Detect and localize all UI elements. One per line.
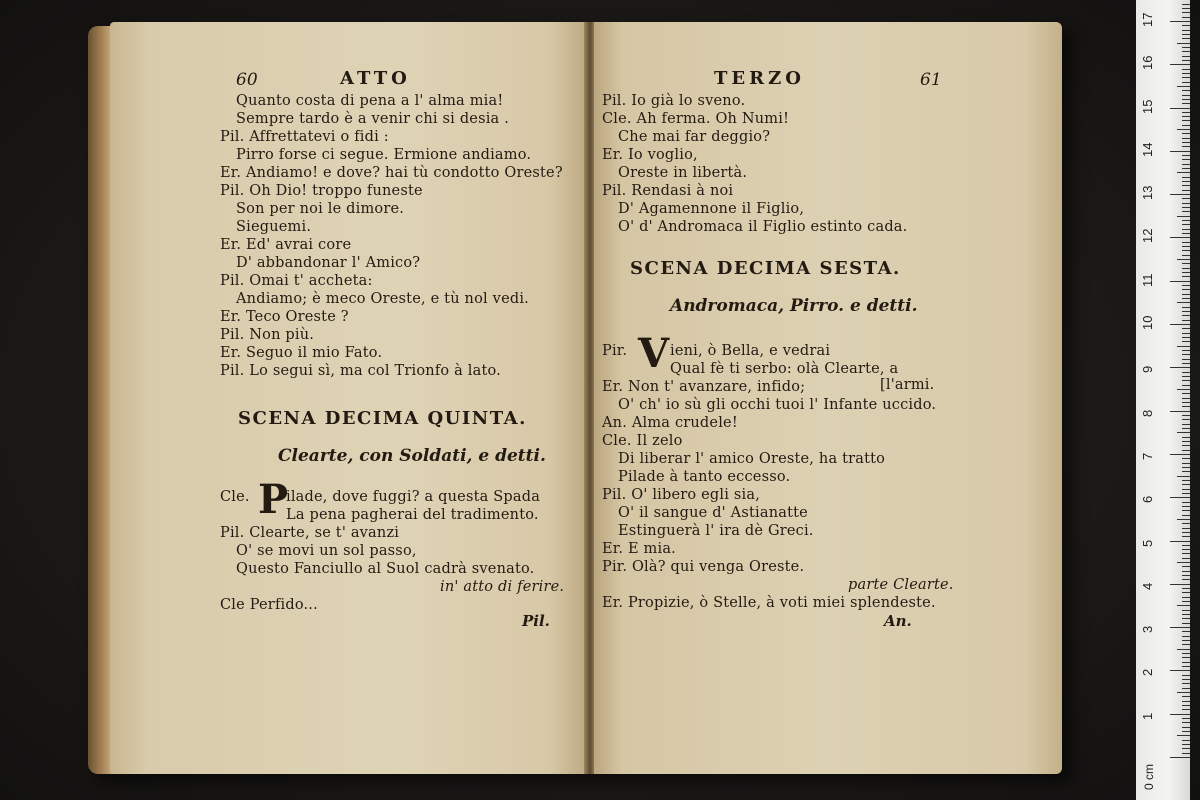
ruler-tick — [1182, 727, 1190, 728]
ruler-tick — [1182, 112, 1190, 113]
ruler-tick — [1182, 56, 1190, 57]
drop-cap: V — [638, 330, 670, 377]
ruler-tick — [1182, 60, 1190, 61]
ruler-tick — [1182, 683, 1190, 684]
ruler-tick — [1182, 272, 1190, 273]
speaker-label: Pir. — [602, 343, 628, 359]
ruler-number: 13 — [1140, 185, 1155, 201]
ruler-tick — [1182, 363, 1190, 364]
ruler-tick — [1182, 493, 1190, 494]
ruler-tick — [1182, 506, 1190, 507]
ruler-tick — [1182, 12, 1190, 13]
ruler-tick — [1182, 337, 1190, 338]
ruler-tick — [1177, 432, 1190, 433]
text-line: Pil. Omai t' accheta: — [220, 273, 373, 289]
ruler-number: 11 — [1140, 273, 1155, 287]
ruler-tick — [1182, 419, 1190, 420]
ruler-tick — [1182, 30, 1190, 31]
ruler-tick — [1182, 450, 1190, 451]
ruler-tick — [1177, 649, 1190, 650]
ruler-number: 9 — [1140, 366, 1155, 374]
ruler-number: 5 — [1140, 539, 1155, 547]
ruler-tick — [1182, 233, 1190, 234]
ruler-tick — [1182, 307, 1190, 308]
ruler-tick — [1182, 688, 1190, 689]
ruler-tick — [1182, 133, 1190, 134]
ruler-tick — [1182, 142, 1190, 143]
ruler-tick — [1170, 281, 1190, 282]
ruler-number: 10 — [1140, 315, 1155, 330]
ruler-tick — [1182, 458, 1190, 459]
ruler-tick — [1182, 536, 1190, 537]
text-line: Er. Non t' avanzare, infido; — [602, 379, 806, 395]
text-line: Er. E mia. — [602, 541, 676, 557]
ruler-tick — [1170, 324, 1190, 325]
ruler-tick — [1182, 718, 1190, 719]
text-line: Pil. Lo segui sì, ma col Trionfo à lato. — [220, 363, 501, 379]
ruler-tick — [1170, 21, 1190, 22]
text-line: Er. Propizie, ò Stelle, à voti miei splendeste. — [602, 595, 936, 611]
measuring-ruler — [1136, 0, 1190, 800]
ruler-number: 4 — [1140, 582, 1155, 590]
ruler-tick — [1182, 597, 1190, 598]
text-line: An. Alma crudele! — [602, 415, 738, 431]
text-line: Cle Perfido... — [220, 597, 318, 613]
ruler-tick — [1182, 614, 1190, 615]
ruler-tick — [1182, 618, 1190, 619]
ruler-tick — [1182, 38, 1190, 39]
ruler-tick — [1170, 757, 1190, 758]
text-line: Quanto costa di pena a l' alma mia! — [236, 93, 504, 109]
catchword: An. — [884, 612, 912, 630]
ruler-tick — [1182, 203, 1190, 204]
ruler-number: 3 — [1140, 625, 1155, 634]
ruler-tick — [1182, 211, 1190, 212]
ruler-tick — [1170, 194, 1190, 195]
ruler-tick — [1170, 670, 1190, 671]
ruler-tick — [1170, 584, 1190, 585]
ruler-tick — [1182, 623, 1190, 624]
ruler-tick — [1182, 428, 1190, 429]
ruler-tick — [1182, 601, 1190, 602]
ruler-tick — [1177, 519, 1190, 520]
text-line: Che mai far deggio? — [618, 129, 771, 145]
ruler-tick — [1170, 497, 1190, 498]
ruler-tick — [1182, 502, 1190, 503]
text-line: Er. Andiamo! e dove? hai tù condotto Oreste? — [220, 165, 563, 181]
speaker-label: Cle. — [220, 489, 250, 505]
ruler-tick — [1182, 510, 1190, 511]
ruler-tick — [1182, 69, 1190, 70]
ruler-tick — [1182, 731, 1190, 732]
ruler-tick — [1182, 116, 1190, 117]
catchword: Pil. — [522, 612, 550, 630]
ruler-tick — [1182, 406, 1190, 407]
ruler-tick — [1170, 627, 1190, 628]
text-line: D' Agamennone il Figlio, — [618, 201, 805, 217]
ruler-tick — [1182, 740, 1190, 741]
ruler-tick — [1182, 380, 1190, 381]
ruler-tick — [1182, 480, 1190, 481]
text-line: ieni, ò Bella, e vedrai — [670, 343, 831, 359]
text-line: D' abbandonar l' Amico? — [236, 255, 421, 271]
ruler-tick — [1182, 125, 1190, 126]
ruler-tick — [1182, 47, 1190, 48]
ruler-tick — [1182, 722, 1190, 723]
ruler-tick — [1182, 610, 1190, 611]
ruler-tick — [1182, 515, 1190, 516]
ruler-tick — [1182, 229, 1190, 230]
ruler-tick — [1170, 454, 1190, 455]
ruler-tick — [1182, 588, 1190, 589]
ruler-tick — [1182, 90, 1190, 91]
ruler-tick — [1177, 562, 1190, 563]
ruler-tick — [1177, 346, 1190, 347]
ruler-tick — [1177, 43, 1190, 44]
text-line: Er. Seguo il mio Fato. — [220, 345, 383, 361]
ruler-tick — [1177, 735, 1190, 736]
ruler-tick — [1182, 489, 1190, 490]
ruler-tick — [1182, 51, 1190, 52]
ruler-tick — [1182, 657, 1190, 658]
ruler-tick — [1182, 168, 1190, 169]
text-line: Pil. O' libero egli sia, — [602, 487, 761, 503]
ruler-tick — [1182, 34, 1190, 35]
ruler-tick — [1182, 341, 1190, 342]
ruler-tick — [1182, 705, 1190, 706]
ruler-tick — [1177, 129, 1190, 130]
ruler-tick — [1182, 701, 1190, 702]
text-line: Pilade à tanto eccesso. — [618, 469, 791, 485]
ruler-tick — [1182, 311, 1190, 312]
text-line: Cle. Il zelo — [602, 433, 683, 449]
ruler-tick — [1182, 753, 1190, 754]
ruler-tick — [1182, 320, 1190, 321]
scene-characters: Andromaca, Pirro. e detti. — [670, 296, 918, 316]
text-line: O' se movi un sol passo, — [236, 543, 417, 559]
text-line: O' ch' io sù gli occhi tuoi l' Infante uccido. — [618, 397, 937, 413]
ruler-number: 15 — [1140, 99, 1155, 114]
text-line: Pil. Non più. — [220, 327, 315, 343]
stage-direction: in' atto di ferire. — [440, 579, 565, 595]
ruler-tick — [1177, 302, 1190, 303]
ruler-tick — [1182, 636, 1190, 637]
ruler-tick — [1182, 190, 1190, 191]
ruler-tick — [1182, 95, 1190, 96]
ruler-tick — [1177, 216, 1190, 217]
ruler-tick — [1182, 467, 1190, 468]
ruler-tick — [1182, 328, 1190, 329]
ruler-tick — [1182, 532, 1190, 533]
ruler-tick — [1182, 276, 1190, 277]
ruler-tick — [1182, 696, 1190, 697]
ruler-tick — [1182, 315, 1190, 316]
ruler-tick — [1182, 579, 1190, 580]
ruler-number: 16 — [1140, 55, 1155, 71]
ruler-tick — [1177, 172, 1190, 173]
ruler-tick — [1182, 99, 1190, 100]
ruler-tick — [1182, 298, 1190, 299]
running-head: ATTO — [340, 68, 411, 89]
ruler-tick — [1182, 220, 1190, 221]
text-line: ilade, dove fuggi? a questa Spada — [286, 489, 541, 505]
ruler-tick — [1182, 177, 1190, 178]
ruler-tick — [1182, 644, 1190, 645]
text-line: Cle. Ah ferma. Oh Numi! — [602, 111, 790, 127]
text-line: Estinguerà l' ira dè Greci. — [618, 523, 814, 539]
ruler-number: 1 — [1140, 712, 1155, 720]
ruler-tick — [1170, 411, 1190, 412]
ruler-tick — [1182, 255, 1190, 256]
text-line: Pil. Io già lo sveno. — [602, 93, 746, 109]
ruler-tick — [1170, 151, 1190, 152]
ruler-tick — [1170, 64, 1190, 65]
ruler-number: 12 — [1140, 228, 1155, 244]
ruler-tick — [1182, 207, 1190, 208]
text-line: O' il sangue d' Astianatte — [618, 505, 808, 521]
ruler-tick — [1182, 679, 1190, 680]
ruler-tick — [1182, 571, 1190, 572]
ruler-tick — [1170, 714, 1190, 715]
ruler-tick — [1170, 367, 1190, 368]
ruler-tick — [1182, 744, 1190, 745]
text-line: Questo Fanciullo al Suol cadrà svenato. — [236, 561, 535, 577]
text-line: La pena pagherai del tradimento. — [286, 507, 539, 523]
ruler-tick — [1182, 566, 1190, 567]
text-line: Er. Io voglio, — [602, 147, 698, 163]
ruler-tick — [1182, 575, 1190, 576]
ruler-number: 7 — [1140, 452, 1155, 460]
ruler-tick — [1182, 155, 1190, 156]
scene-heading: SCENA DECIMA SESTA. — [630, 258, 901, 279]
ruler-tick — [1182, 181, 1190, 182]
ruler-tick — [1182, 4, 1190, 5]
ruler-tick — [1182, 662, 1190, 663]
text-line: Pir. Olà? qui venga Oreste. — [602, 559, 805, 575]
ruler-tick — [1182, 675, 1190, 676]
ruler-tick — [1182, 437, 1190, 438]
ruler-tick — [1170, 108, 1190, 109]
text-line: Er. Ed' avrai core — [220, 237, 352, 253]
ruler-tick — [1182, 8, 1190, 9]
ruler-tick — [1182, 25, 1190, 26]
page-number: 61 — [920, 70, 942, 90]
ruler-number: 6 — [1140, 495, 1155, 504]
ruler-tick — [1182, 120, 1190, 121]
ruler-tick — [1182, 463, 1190, 464]
right-page — [594, 22, 1062, 774]
ruler-tick — [1177, 605, 1190, 606]
ruler-number: 14 — [1140, 142, 1155, 157]
ruler-tick — [1182, 471, 1190, 472]
text-line: Pil. Clearte, se t' avanzi — [220, 525, 400, 541]
ruler-tick — [1182, 445, 1190, 446]
ruler-tick — [1182, 545, 1190, 546]
ruler-tick — [1177, 389, 1190, 390]
ruler-tick — [1182, 631, 1190, 632]
text-line: [l'armi. — [880, 377, 935, 393]
ruler-tick — [1182, 402, 1190, 403]
ruler-tick — [1182, 398, 1190, 399]
ruler-tick — [1182, 198, 1190, 199]
text-line: Di liberar l' amico Oreste, ha tratto — [618, 451, 886, 467]
ruler-number: 17 — [1140, 12, 1155, 27]
left-page — [110, 22, 588, 774]
drop-cap: P — [258, 476, 289, 523]
ruler-tick — [1177, 692, 1190, 693]
ruler-tick — [1182, 77, 1190, 78]
ruler-tick — [1182, 415, 1190, 416]
ruler-tick — [1182, 372, 1190, 373]
ruler-tick — [1182, 748, 1190, 749]
ruler-tick — [1182, 185, 1190, 186]
text-line: Son per noi le dimore. — [236, 201, 405, 217]
text-line: Sieguemi. — [236, 219, 312, 235]
ruler-tick — [1182, 653, 1190, 654]
ruler-tick — [1170, 541, 1190, 542]
ruler-tick — [1182, 385, 1190, 386]
ruler-tick — [1182, 393, 1190, 394]
text-line: Andiamo; è meco Oreste, e tù nol vedi. — [236, 291, 529, 307]
ruler-number: 8 — [1140, 409, 1155, 417]
ruler-tick — [1182, 103, 1190, 104]
ruler-tick — [1182, 250, 1190, 251]
ruler-tick — [1182, 350, 1190, 351]
ruler-tick — [1182, 354, 1190, 355]
ruler-tick — [1182, 553, 1190, 554]
ruler-tick — [1182, 484, 1190, 485]
ruler-tick — [1182, 549, 1190, 550]
ruler-tick — [1182, 376, 1190, 377]
stage-direction: parte Clearte. — [848, 577, 954, 593]
ruler-tick — [1182, 263, 1190, 264]
ruler-tick — [1182, 164, 1190, 165]
ruler-tick — [1182, 146, 1190, 147]
ruler-tick — [1182, 359, 1190, 360]
text-line: Qual fè ti serbo: olà Clearte, a — [670, 361, 899, 377]
ruler-tick — [1182, 592, 1190, 593]
ruler-tick — [1177, 86, 1190, 87]
ruler-tick — [1177, 476, 1190, 477]
ruler-tick — [1182, 640, 1190, 641]
ruler-tick — [1182, 528, 1190, 529]
ruler-tick — [1182, 224, 1190, 225]
text-line: Oreste in libertà. — [618, 165, 748, 181]
ruler-tick — [1182, 242, 1190, 243]
ruler-tick — [1182, 333, 1190, 334]
ruler-tick — [1182, 289, 1190, 290]
text-line: Sempre tardo è a venir chi si desia . — [236, 111, 510, 127]
ruler-tick — [1182, 558, 1190, 559]
ruler-tick — [1177, 259, 1190, 260]
ruler-tick — [1182, 138, 1190, 139]
running-head: TERZO — [714, 68, 805, 89]
ruler-tick — [1182, 268, 1190, 269]
ruler-tick — [1182, 73, 1190, 74]
ruler-tick — [1182, 285, 1190, 286]
ruler-tick — [1182, 82, 1190, 83]
ruler-unit-label: 0 cm — [1142, 763, 1156, 790]
text-line: O' d' Andromaca il Figlio estinto cada. — [618, 219, 908, 235]
text-line: Pirro forse ci segue. Ermione andiamo. — [236, 147, 532, 163]
ruler-tick — [1182, 294, 1190, 295]
scene-heading: SCENA DECIMA QUINTA. — [238, 408, 527, 429]
ruler-number: 2 — [1140, 669, 1155, 677]
ruler-tick — [1182, 441, 1190, 442]
ruler-tick — [1182, 246, 1190, 247]
text-line: Pil. Affrettatevi o fidi : — [220, 129, 389, 145]
ruler-tick — [1182, 523, 1190, 524]
text-line: Pil. Oh Dio! troppo funeste — [220, 183, 423, 199]
scene-characters: Clearte, con Soldati, e detti. — [278, 446, 546, 466]
ruler-tick — [1170, 237, 1190, 238]
ruler-tick — [1182, 159, 1190, 160]
ruler-tick — [1182, 709, 1190, 710]
page-number: 60 — [236, 70, 258, 90]
ruler-tick — [1182, 666, 1190, 667]
ruler-tick — [1182, 17, 1190, 18]
text-line: Pil. Rendasi à noi — [602, 183, 734, 199]
ruler-tick — [1182, 424, 1190, 425]
text-line: Er. Teco Oreste ? — [220, 309, 349, 325]
